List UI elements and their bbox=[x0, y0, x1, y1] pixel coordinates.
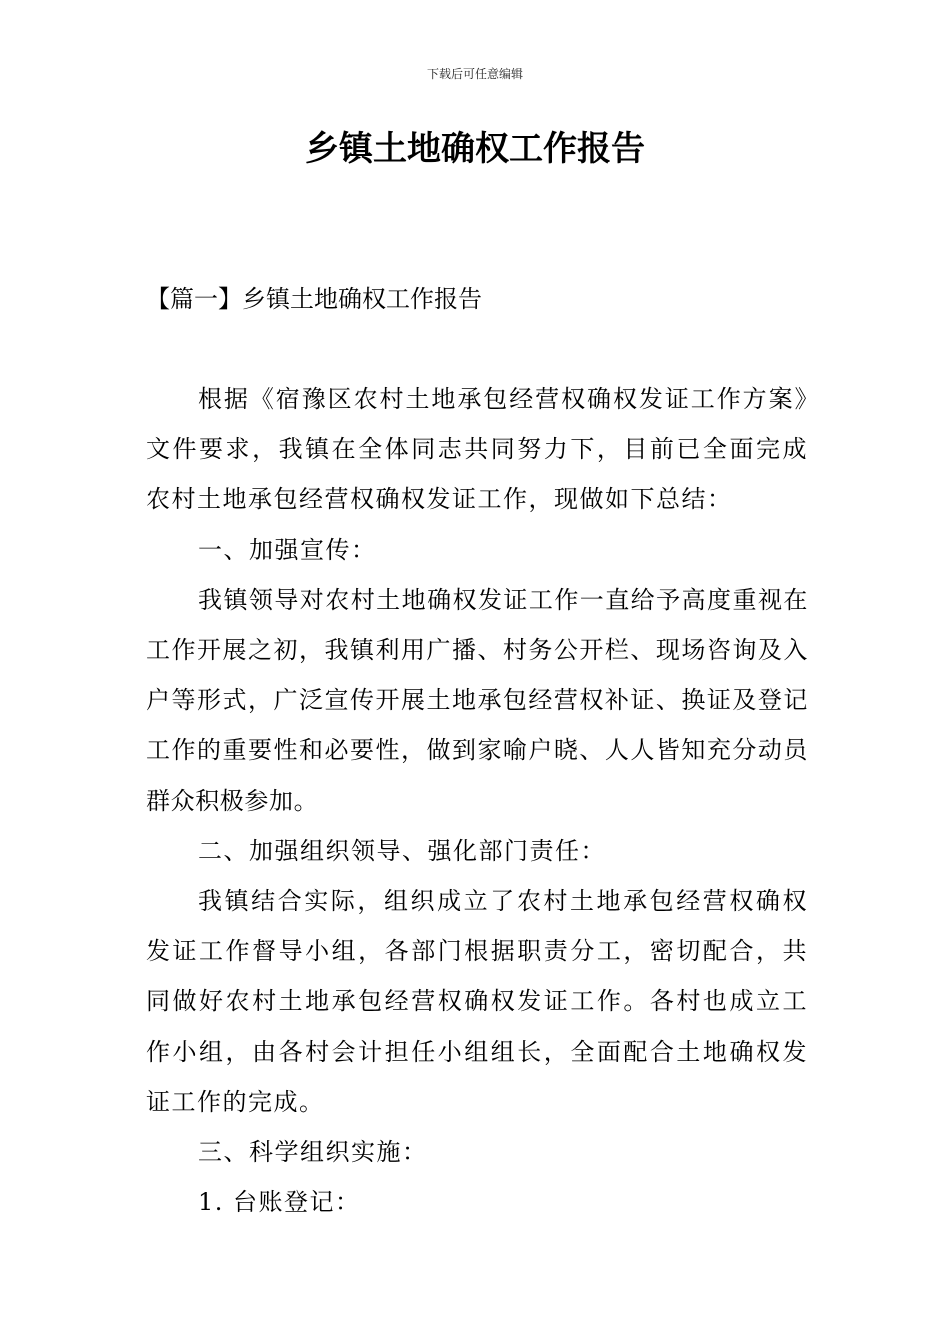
subheading-implementation: 三、科学组织实施： bbox=[198, 1138, 428, 1167]
document-title: 乡镇土地确权工作报告 bbox=[305, 129, 645, 169]
paragraph-publicity: 我镇领导对农村土地确权发证工作一直给予高度重视在工作开展之初，我镇利用广播、村务公开栏、现场咨询及入户等形式，广泛宣传开展土地承包经营权补证、换证及登记工作的重要性和必要性，做到家喻户晓、人人皆知充分动员群众积极参加。 bbox=[146, 585, 808, 815]
subheading-publicity: 一、加强宣传： bbox=[198, 535, 377, 564]
paragraph-intro: 根据《宿豫区农村土地承包经营权确权发证工作方案》文件要求，我镇在全体同志共同努力下，目前已全面完成农村土地承包经营权确权发证工作，现做如下总结： bbox=[146, 385, 808, 514]
header-note: 下载后可任意编辑 bbox=[426, 67, 523, 81]
subheading-ledger: 1. 台账登记： bbox=[198, 1188, 361, 1217]
section-heading: 【篇一】乡镇土地确权工作报告 bbox=[146, 285, 482, 313]
subheading-organization: 二、加强组织领导、强化部门责任： bbox=[198, 836, 606, 865]
paragraph-organization: 我镇结合实际，组织成立了农村土地承包经营权确权发证工作督导小组，各部门根据职责分工，密切配合，共同做好农村土地承包经营权确权发证工作。各村也成立工作小组，由各村会计担任小组组长，全面配合土地确权发证工作的完成。 bbox=[146, 887, 808, 1116]
document-body bbox=[146, 374, 808, 1227]
